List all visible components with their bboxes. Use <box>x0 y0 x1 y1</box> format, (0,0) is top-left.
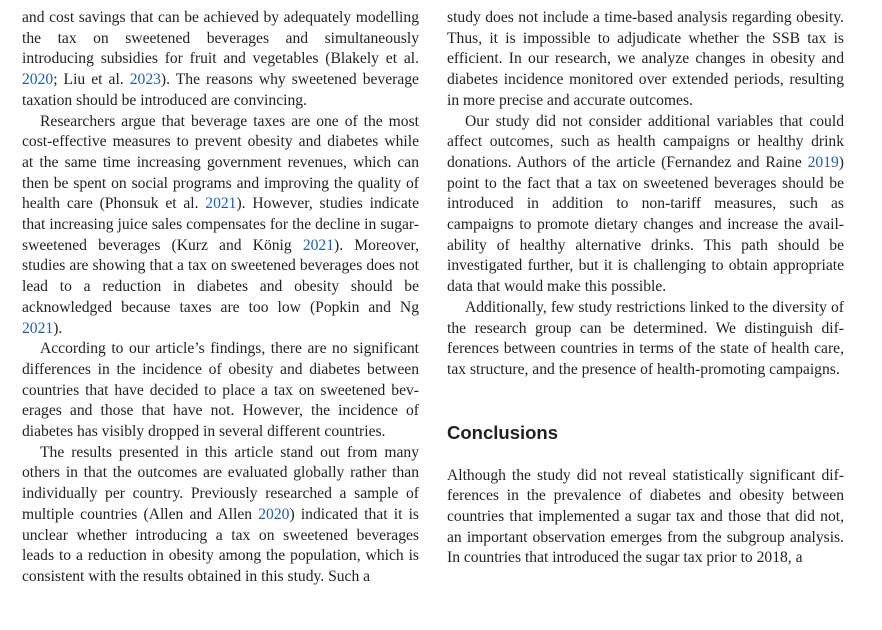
section-heading: Conclusions <box>447 421 559 443</box>
citation-link[interactable]: 2019 <box>807 153 839 171</box>
citation-link[interactable]: 2021 <box>205 195 237 213</box>
paragraph: Our study did not consider additional variables that could affect outcomes, such as health campaigns or healthy drink donations. Authors of the article (Fernandez and Raine 2019) point to the fact that a tax on sweetened beverages should be introduced in addition to non-tariff measures, such as campaigns to promote dietary changes and increase the availability of healthy alternative drinks. This path should be investigated further, but it is challenging to obtain appropriate data that would make this possible. <box>447 112 844 296</box>
citation-link[interactable]: 2020 <box>22 71 54 89</box>
left-column <box>22 8 419 588</box>
paragraph: study does not include a time-based analysis regarding obesity. Thus, it is impossible to adjudicate whether the SSB tax is efficient. In our research, we analyze changes in obesity and diabetes incidence monitored over extended periods, resulting in more precise and accurate outcomes. <box>447 9 844 109</box>
right-column <box>447 8 844 569</box>
citation-link[interactable]: 2020 <box>258 505 290 523</box>
paragraph: and cost savings that can be achieved by adequately modelling the tax on sweetened beverages and simultaneously introducing subsidies for fruit and vegetables (Blakely et al. 2020; Liu et al. 2023). The reasons why sweetened beverage taxation should be introduced are convincing. <box>22 9 419 109</box>
paragraph: Additionally, few study restrictions linked to the diversity of the research group can be determined. We distinguish differences between countries in terms of the state of health care, tax structure, and the presence of health-promoting campaigns. <box>447 298 844 378</box>
citation-link[interactable]: 2021 <box>302 236 335 254</box>
paragraph: According to our article’s findings, there are no significant differences in the incidence of obesity and diabetes between countries that have decided to place a tax on sweetened beverages and those that have not. However, the incidence of diabetes has visibly dropped in several different countries. <box>22 340 419 441</box>
citation-link[interactable]: 2023 <box>129 71 161 89</box>
paragraph: Although the study did not reveal statistically significant differences in the prevalence of diabetes and obesity between countries that implemented a sugar tax and those that did not, an important observation emerges from the subgroup analysis. In countries that introduced the sugar tax prior to 2018, a <box>447 466 844 567</box>
citation-link[interactable]: 2021 <box>22 319 54 337</box>
paragraph: The results presented in this article stand out from many others in that the outcomes are evaluated globally rather than individually per country. Previously researched a sample of multiple countries (Allen and Allen 2020) indicated that it is unclear whether introducing a tax on sweetened beverages leads to a reduction in obesity among the population, which is consistent with the results obtained in this study. Such a <box>22 443 420 585</box>
paragraph: Researchers argue that beverage taxes are one of the most cost-effective measures to prevent obesity and diabetes while at the same time increasing government revenues, which can then be spent on social programs and improving the quality of health care (Phonsuk et al. 2021). However, studies indicate that increasing juice sales compensates for the decline in sugar-sweetened beverages (Kurz and König 2021). Moreover, studies are showing that a tax on sweetened beverages does not lead to a reduction in diabetes and obesity should be acknowledged because taxes are too low (Popkin and Ng 2021). <box>22 112 420 337</box>
